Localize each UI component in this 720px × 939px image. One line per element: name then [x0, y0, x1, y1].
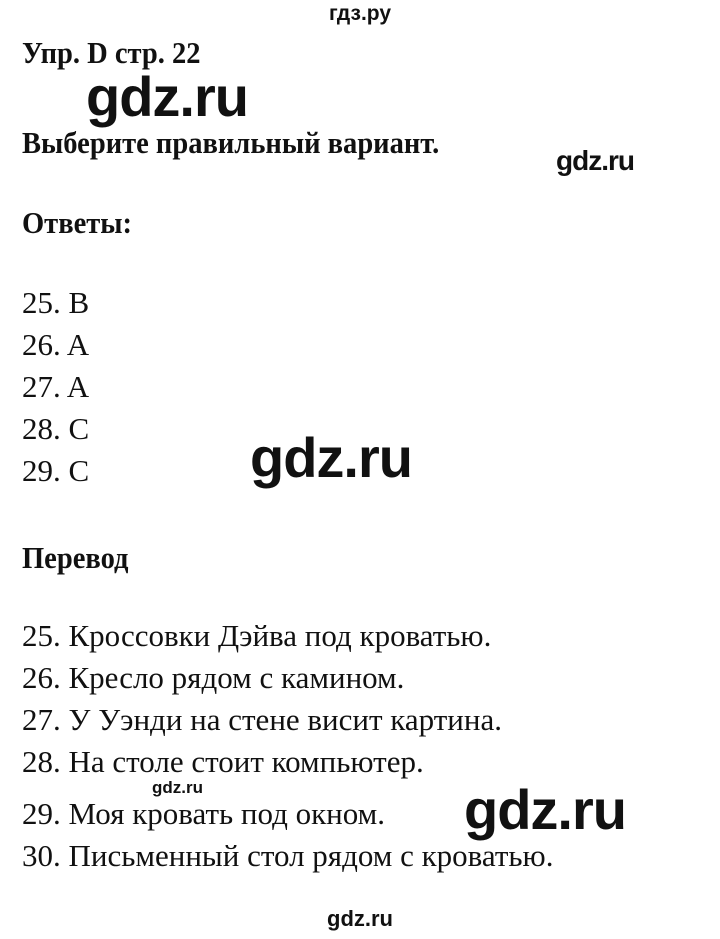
watermark: gdz.ru [556, 145, 634, 176]
watermark: gdz.ru [250, 426, 412, 489]
translation-item: 29. Моя кровать под окном. [22, 796, 386, 831]
translation-item: 26. Кресло рядом с камином. [22, 660, 405, 695]
translation-heading: Перевод [22, 540, 129, 575]
answer-item: 25. B [22, 285, 90, 320]
answer-item: 26. A [22, 327, 90, 362]
translation-item: 25. Кроссовки Дэйва под кроватью. [22, 618, 492, 653]
answer-item: 27. A [22, 369, 90, 404]
page-header: гдз.ру [328, 2, 392, 25]
answers-list [22, 282, 89, 492]
answer-item: 29. C [22, 453, 90, 488]
page-title: Упр. D стр. 22 [22, 35, 201, 70]
footer-watermark: gdz.ru [327, 906, 393, 931]
instruction: Выберите правильный вариант. [22, 125, 440, 160]
watermark: gdz.ru [86, 65, 248, 128]
answer-item: 28. C [22, 411, 90, 446]
translation-item: 27. У Уэнди на стене висит картина. [22, 702, 502, 737]
watermark: gdz.ru [152, 778, 203, 797]
translation-item: 28. На столе стоит компьютер. [22, 744, 424, 779]
watermark: gdz.ru [464, 778, 626, 841]
translation-item: 30. Письменный стол рядом с кроватью. [22, 838, 554, 873]
answers-heading: Ответы: [22, 205, 133, 240]
